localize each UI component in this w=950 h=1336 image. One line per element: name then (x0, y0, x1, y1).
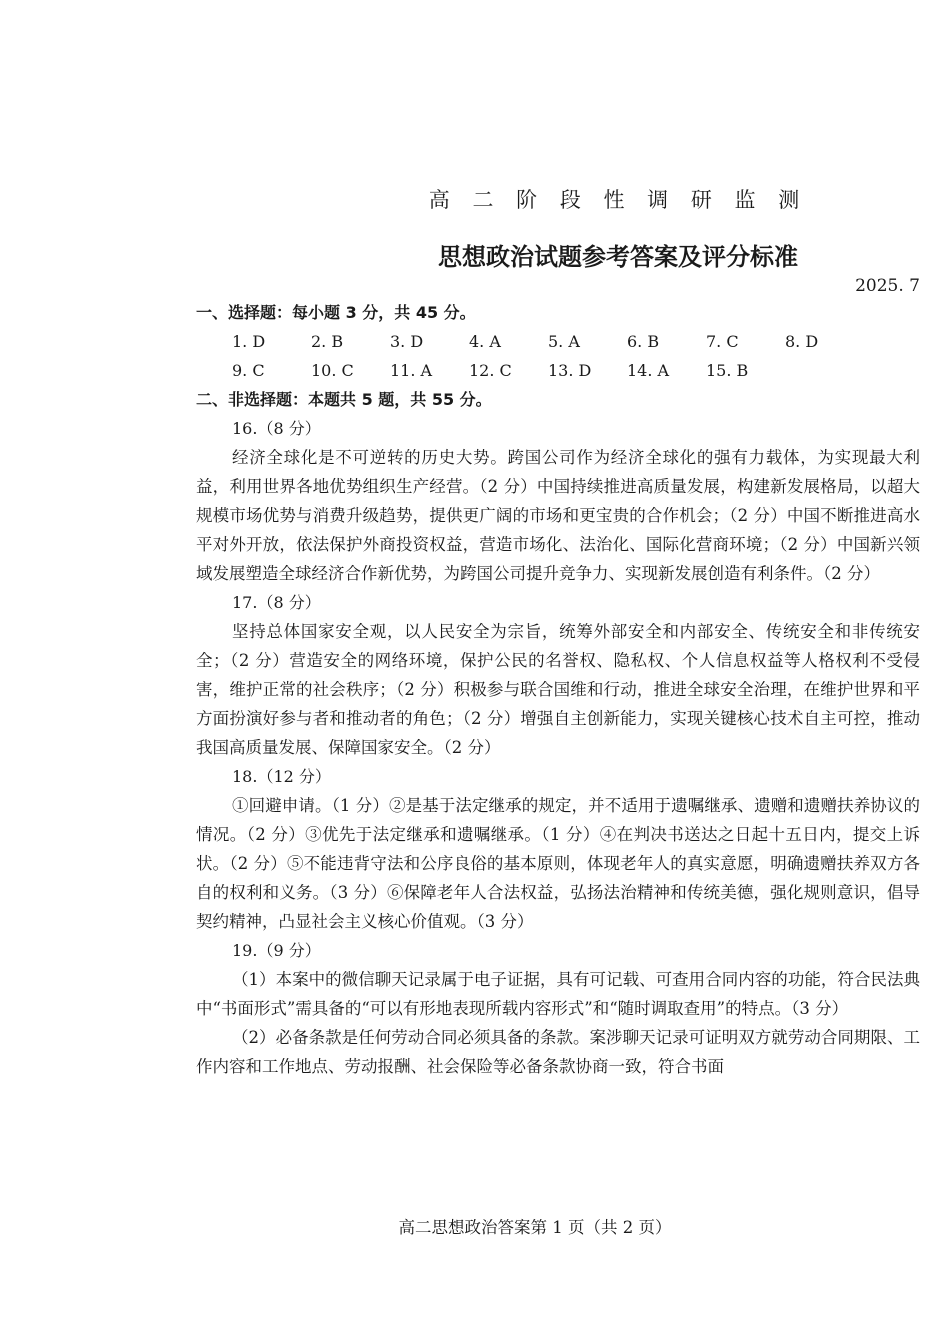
section-heading-nonchoice: 二、非选择题：本题共 5 题，共 55 分。 (196, 390, 492, 409)
choice-answer: 12. C (469, 361, 512, 380)
question-17-heading: 17.（8 分） (232, 593, 321, 612)
question-18-answer: ①回避申请。（1 分）②是基于法定继承的规定，并不适用于遗嘱继承、遗赠和遗赠扶养协议的情况。（2 分）③优先于法定继承和遗嘱继承。（1 分）④在判决书送达之日起十五日内，提交上诉状。（2 分）⑤不能违背守法和公序良俗的基本原则，体现老年人的真实意愿，明确遗赠扶养双方各自的权利和义务。（3 分）⑥保障老年人合法权益，弘扬法治精神和传统美德，强化规则意识，倡导契约精神，凸显社会主义核心价值观。（3 分） (196, 796, 920, 931)
question-16-answer: 经济全球化是不可逆转的历史大势。跨国公司作为经济全球化的强有力载体，为实现最大利益，利用世界各地优势组织生产经营。（2 分）中国持续推进高质量发展，构建新发展格局，以超大规模市场优势与消费升级趋势，提供更广阔的市场和更宝贵的合作机会；（2 分）中国不断推进高水平对外开放，依法保护外商投资权益，营造市场化、法治化、国际化营商环境；（2 分）中国新兴领域发展塑造全球经济合作新优势，为跨国公司提升竞争力、实现新发展创造有利条件。（2 分） (196, 448, 920, 583)
choice-answer: 13. D (548, 361, 592, 380)
choice-answer: 14. A (627, 361, 670, 380)
section-heading-choice: 一、选择题：每小题 3 分，共 45 分。 (196, 303, 476, 322)
choice-answer: 10. C (311, 361, 354, 380)
choice-answer: 5. A (548, 332, 580, 351)
document-title: 思想政治试题参考答案及评分标准 (438, 243, 798, 271)
choice-answers-row-1 (196, 327, 920, 356)
choice-answer: 1. D (232, 332, 266, 351)
choice-answer: 15. B (706, 361, 749, 380)
document-date: 2025. 7 (855, 276, 920, 296)
choice-answer: 9. C (232, 361, 265, 380)
choice-answer: 7. C (706, 332, 739, 351)
choice-answers-row-2 (196, 356, 920, 385)
choice-answer: 4. A (469, 332, 501, 351)
answer-page (196, 180, 920, 1081)
question-16-heading: 16.（8 分） (232, 419, 321, 438)
exam-title: 高 二 阶 段 性 调 研 监 测 (428, 188, 808, 212)
question-19-heading: 19.（9 分） (232, 941, 321, 960)
question-19-answer-part-1: （1）本案中的微信聊天记录属于电子证据，具有可记载、可查用合同内容的功能，符合民法典中“书面形式”需具备的“可以有形地表现所载内容形式”和“随时调取查用”的特点。（3 分） (196, 970, 920, 1018)
question-17-answer: 坚持总体国家安全观，以人民安全为宗旨，统筹外部安全和内部安全、传统安全和非传统安全；（2 分）营造安全的网络环境，保护公民的名誉权、隐私权、个人信息权益等人格权利不受侵害，维护正常的社会秩序；（2 分）积极参与联合国维和行动，推进全球安全治理，在维护世界和平方面扮演好参与者和推动者的角色；（2 分）增强自主创新能力，实现关键核心技术自主可控，推动我国高质量发展、保障国家安全。（2 分） (196, 622, 920, 757)
choice-answer: 11. A (390, 361, 433, 380)
choice-answer: 2. B (311, 332, 344, 351)
choice-answer: 8. D (785, 332, 819, 351)
choice-answer: 3. D (390, 332, 424, 351)
page-footer: 高二思想政治答案第 1 页（共 2 页） (398, 1218, 672, 1237)
choice-answer: 6. B (627, 332, 660, 351)
question-18-heading: 18.（12 分） (232, 767, 331, 786)
question-19-answer-part-2: （2）必备条款是任何劳动合同必须具备的条款。案涉聊天记录可证明双方就劳动合同期限、工作内容和工作地点、劳动报酬、社会保险等必备条款协商一致，符合书面 (196, 1028, 920, 1076)
